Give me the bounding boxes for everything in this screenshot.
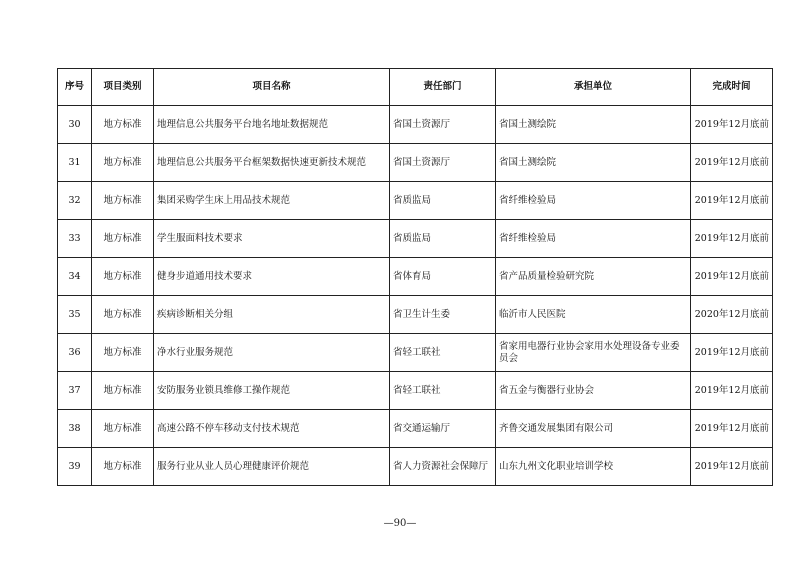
- cell-dept: 省轻工联社: [390, 334, 496, 372]
- cell-unit: 山东九州文化职业培训学校: [496, 448, 691, 486]
- cell-no: 39: [58, 448, 92, 486]
- table-row: [58, 106, 773, 144]
- header-no: 序号: [58, 69, 92, 106]
- cell-type: 地方标准: [92, 410, 154, 448]
- cell-no: 30: [58, 106, 92, 144]
- table-row: [58, 410, 773, 448]
- cell-time: 2019年12月底前: [691, 448, 773, 486]
- cell-no: 31: [58, 144, 92, 182]
- cell-no: 34: [58, 258, 92, 296]
- cell-name: 高速公路不停车移动支付技术规范: [154, 410, 390, 448]
- cell-name: 疾病诊断相关分组: [154, 296, 390, 334]
- cell-no: 36: [58, 334, 92, 372]
- cell-time: 2019年12月底前: [691, 106, 773, 144]
- cell-dept: 省体育局: [390, 258, 496, 296]
- cell-unit: 临沂市人民医院: [496, 296, 691, 334]
- header-unit: 承担单位: [496, 69, 691, 106]
- cell-type: 地方标准: [92, 258, 154, 296]
- cell-time: 2019年12月底前: [691, 220, 773, 258]
- cell-name: 健身步道通用技术要求: [154, 258, 390, 296]
- table-row: [58, 334, 773, 372]
- cell-name: 服务行业从业人员心理健康评价规范: [154, 448, 390, 486]
- cell-name: 安防服务业锁具维修工操作规范: [154, 372, 390, 410]
- cell-no: 38: [58, 410, 92, 448]
- cell-no: 33: [58, 220, 92, 258]
- cell-type: 地方标准: [92, 106, 154, 144]
- cell-time: 2019年12月底前: [691, 258, 773, 296]
- cell-name: 集团采购学生床上用品技术规范: [154, 182, 390, 220]
- table-row: [58, 296, 773, 334]
- cell-unit: 省国土测绘院: [496, 144, 691, 182]
- header-name: 项目名称: [154, 69, 390, 106]
- cell-name: 地理信息公共服务平台地名地址数据规范: [154, 106, 390, 144]
- cell-dept: 省质监局: [390, 182, 496, 220]
- header-type: 项目类别: [92, 69, 154, 106]
- cell-time: 2019年12月底前: [691, 334, 773, 372]
- table-row: [58, 372, 773, 410]
- cell-unit: 省纤维检验局: [496, 220, 691, 258]
- table-header: [58, 69, 773, 106]
- cell-time: 2019年12月底前: [691, 410, 773, 448]
- cell-time: 2019年12月底前: [691, 372, 773, 410]
- cell-dept: 省国土资源厅: [390, 144, 496, 182]
- table-row: [58, 448, 773, 486]
- cell-type: 地方标准: [92, 334, 154, 372]
- cell-no: 35: [58, 296, 92, 334]
- table-row: [58, 258, 773, 296]
- cell-dept: 省轻工联社: [390, 372, 496, 410]
- cell-unit: 省产品质量检验研究院: [496, 258, 691, 296]
- standards-table: [57, 68, 773, 486]
- cell-unit: 省家用电器行业协会家用水处理设备专业委员会: [496, 334, 691, 372]
- cell-unit: 省五金与衡器行业协会: [496, 372, 691, 410]
- cell-time: 2019年12月底前: [691, 144, 773, 182]
- cell-name: 学生服面料技术要求: [154, 220, 390, 258]
- cell-dept: 省质监局: [390, 220, 496, 258]
- cell-unit: 齐鲁交通发展集团有限公司: [496, 410, 691, 448]
- cell-unit: 省国土测绘院: [496, 106, 691, 144]
- cell-time: 2020年12月底前: [691, 296, 773, 334]
- cell-name: 净水行业服务规范: [154, 334, 390, 372]
- table-row: [58, 144, 773, 182]
- cell-dept: 省卫生计生委: [390, 296, 496, 334]
- cell-type: 地方标准: [92, 372, 154, 410]
- cell-type: 地方标准: [92, 144, 154, 182]
- cell-dept: 省国土资源厅: [390, 106, 496, 144]
- cell-time: 2019年12月底前: [691, 182, 773, 220]
- cell-unit: 省纤维检验局: [496, 182, 691, 220]
- table-row: [58, 182, 773, 220]
- cell-type: 地方标准: [92, 448, 154, 486]
- header-time: 完成时间: [691, 69, 773, 106]
- cell-type: 地方标准: [92, 296, 154, 334]
- page-number: —90—: [383, 518, 417, 529]
- cell-no: 32: [58, 182, 92, 220]
- cell-type: 地方标准: [92, 182, 154, 220]
- cell-name: 地理信息公共服务平台框架数据快速更新技术规范: [154, 144, 390, 182]
- header-dept: 责任部门: [390, 69, 496, 106]
- header-row: [58, 69, 773, 106]
- cell-dept: 省交通运输厅: [390, 410, 496, 448]
- table-body: [58, 106, 773, 486]
- table-row: [58, 220, 773, 258]
- cell-dept: 省人力资源社会保障厅: [390, 448, 496, 486]
- cell-type: 地方标准: [92, 220, 154, 258]
- cell-no: 37: [58, 372, 92, 410]
